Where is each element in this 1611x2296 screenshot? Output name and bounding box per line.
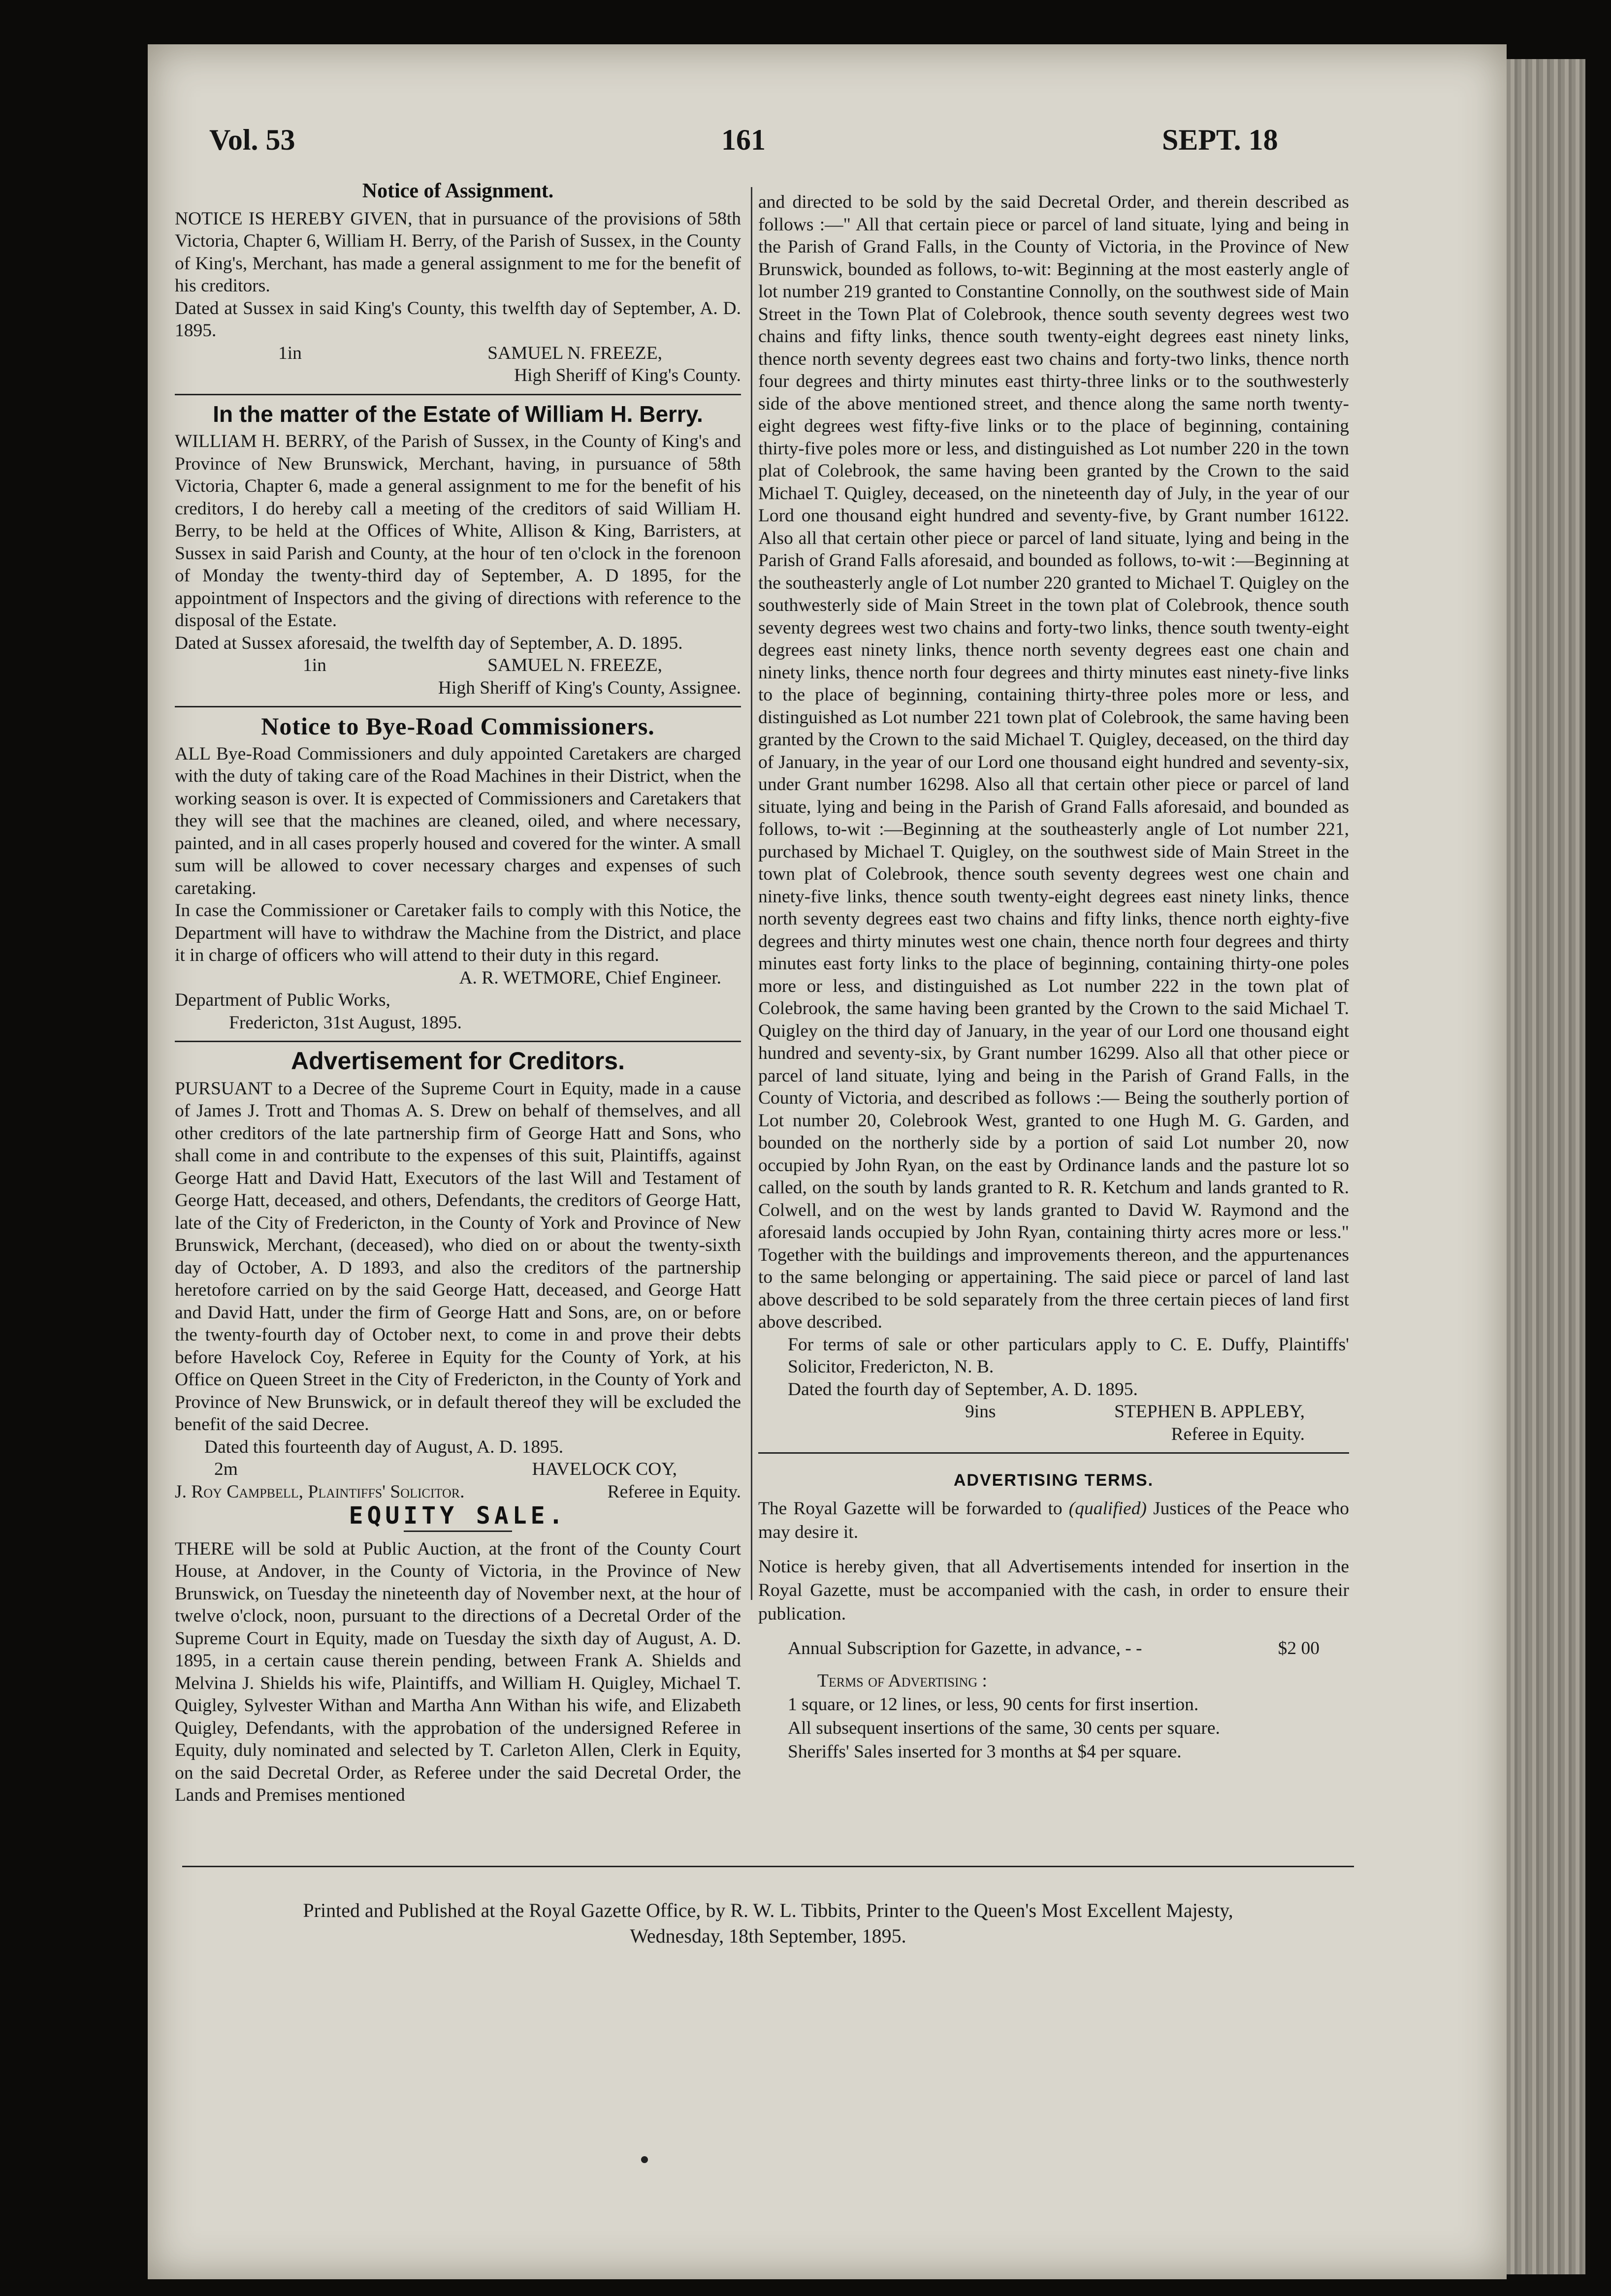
bye-road-department: Department of Public Works, <box>175 990 390 1010</box>
terms-heading: Terms of Advertising : <box>817 1671 987 1691</box>
terms-item: All subsequent insertions of the same, 30 cents per square. <box>788 1718 1220 1738</box>
bye-road-signer: A. R. WETMORE, Chief Engineer. <box>459 967 721 988</box>
terms-list <box>788 1669 1349 1764</box>
equity-sale <box>175 1502 741 1807</box>
section-rule <box>175 1041 741 1042</box>
signer-title: Referee in Equity. <box>1171 1424 1305 1444</box>
advertising-paragraph-2: Notice is hereby given, that all Advertisements intended for insertion in the Royal Gazette, must be accompanied with the cash, in order to ensure their publication. <box>758 1557 1349 1624</box>
plaintiffs-solicitor: J. Roy Campbell, Plaintiffs' Solicitor. <box>175 1481 465 1502</box>
issue-date: SEPT. 18 <box>1162 124 1278 156</box>
subscription-price: $2 00 <box>1278 1638 1320 1658</box>
subscription-label: Annual Subscription for Gazette, in advance, - - <box>788 1638 1142 1658</box>
terms-item: 1 square, or 12 lines, or less, 90 cents for first insertion. <box>788 1694 1199 1715</box>
notice-assignment-body: NOTICE IS HEREBY GIVEN, that in pursuance of the provisions of 58th Victoria, Chapter 6, William H. Berry, of the Parish of Sussex, in the County of King's, Merchant, has made a general assignment to me for the benefit of his creditors. <box>175 208 741 296</box>
estate-berry-title: In the matter of the Estate of William H. Berry. <box>213 401 703 427</box>
bye-road-notice <box>175 712 741 1034</box>
equity-sale-body-right: and directed to be sold by the said Decretal Order, and therein described as follows :—" All that certain piece or parcel of land situate, lying and being in the Parish of Grand Falls, in the County of Victoria, in the Province of New Brunswick, bounded as follows, to-wit: Beginning at the most easterly angle of lot number 219 granted to Constantine Connolly, on the southwest side of Main Street in the Town Plat of Colebrook, thence south seventy degrees west two chains and fifty links, thence south twenty-eight degrees east ninety links, thence north seventy degrees east two chains and forty-two links, thence north four degrees and thirty minutes east thirty-three links or to the southwesterly side of the above mentioned street, and thence along the same north twenty-eight degrees west fifty-five links or to the place of beginning, containing thirty-five poles more or less, and distinguished as Lot number 220 in the town plat of Colebrook, the same having been granted by the Crown to the said Michael T. Quigley, deceased, on the nineteenth day of July, in the year of our Lord one thousand eight hundred and seventy-five, by Grant number 16122. Also all that certain other piece or parcel of land situate, lying and being in the Parish of Grand Falls aforesaid, and bounded as follows, to-wit :—Beginning at the southeasterly angle of Lot number 220 granted to Michael T. Quigley on the southwesterly side of Main Street in the town plat of Colebrook, thence south seventy degrees west two chains and forty-two links, thence south twenty-eight degrees east ninety links, thence north seventy degrees east one chain and ninety links, thence north four degrees and thirty minutes east ninety-five links to the place of beginning, containing thirty-three poles more or less, and distinguished as Lot number 221 town plat of Colebrook, the same having been granted by the Crown to the said Michael T. Quigley, deceased, on the third day of January, in the year of our Lord one thousand eight hundred and seventy-six, under Grant number 16298. Also all that certain other piece or parcel of land situate, lying and being in the Parish of Grand Falls aforesaid, and bounded as follows, to-wit :—Beginning at the southeasterly angle of Lot number 221, purchased by Michael T. Quigley, on the southwest side of Main Street in the town plat of Colebrook, thence south seventy degrees west one chain and ninety-five links, thence south twenty-eight degrees east ninety links, thence north seventy degrees east two chains and fifty links, thence north eighty-five degrees and thirty minutes west one chain, thence north four degrees and thirty minutes east forty links to the place of beginning, containing thirty-one poles more or less, and distinguished as Lot number 222 in the town plat of Colebrook, the same having been granted by the Crown to the said Michael T. Quigley on the third day of January, in the year of our Lord one thousand eight hundred and seventy-six, by Grant number 16299. Also all that other piece or parcel of land situate, lying and being in the Parish of Grand Falls, in the County of Victoria, and described as follows :— Being the southerly portion of Lot number 20, Colebrook West, granted to one Hugh M. G. Garden, and bounded on the northerly side by a portion of said Lot number 20, now occupied by John Ryan, on the east by Ordinance lands and the pasture lot so called, on the south by lands granted to R. R. Ketchum and lands granted to R. Colwell, and on the west by lands granted to David W. Raymond and the aforesaid lands occupied by John Ryan, containing thirty acres more or less." Together with the buildings and improvements thereon, and the appurtenances to the same belonging or appertaining. The said piece or parcel of land last above described to be sold separately from the three certain pieces of land first above described. <box>758 192 1349 1332</box>
creditors-advertisement <box>175 1047 741 1503</box>
creditors-signature <box>175 1458 741 1481</box>
insertion-code: 1in <box>278 343 302 363</box>
signer-name: SAMUEL N. FREEZE, <box>487 655 662 675</box>
signer-title: High Sheriff of King's County, Assignee. <box>438 677 741 698</box>
advertising-terms <box>758 1468 1349 1764</box>
creditors-title: Advertisement for Creditors. <box>291 1047 625 1075</box>
equity-sale-terms: For terms of sale or other particulars apply to C. E. Duffy, Plaintiffs' Solicitor, Fredericton, N. B. <box>788 1334 1349 1377</box>
right-column <box>758 191 1349 1764</box>
notice-assignment-dated: Dated at Sussex in said King's County, this twelfth day of September, A. D. 1895. <box>175 298 741 341</box>
title-underline <box>404 1531 512 1532</box>
signer-title: Referee in Equity. <box>607 1481 741 1502</box>
bye-road-body-2: In case the Commissioner or Caretaker fails to comply with this Notice, the Department will have to withdraw the Machine from the District, and place it in charge of officers who will attend to their duty in this regard. <box>175 900 741 965</box>
creditors-body: PURSUANT to a Decree of the Supreme Court in Equity, made in a cause of James J. Trott and Thomas A. S. Drew on behalf of themselves, and all other creditors of the late partnership firm of George Hatt and Sons, who shall come in and contribute to the expenses of this suit, Plaintiffs, against George Hatt and David Hatt, Executors of the last Will and Testament of George Hatt, deceased, and others, Defendants, the creditors of George Hatt, late of the City of Fredericton, in the County of York and Province of New Brunswick, Merchant, (deceased), who died on or about the twenty-sixth day of October, A. D 1893, and also the creditors of the partnership heretofore carried on by the said George Hatt, deceased, and George Hatt and David Hatt, under the firm of George Hatt and Sons, are, on or before the twenty-fourth day of October next, to come in and prove their debts before Havelock Coy, Referee in Equity for the County of York, at his Office on Queen Street in the City of Fredericton, in the County of York and Province of New Brunswick, or in default thereof they will be excluded the benefit of the said Decree. <box>175 1078 741 1435</box>
estate-berry-signature <box>175 654 741 677</box>
bye-road-place-date: Fredericton, 31st August, 1895. <box>229 1012 462 1033</box>
notice-assignment-title: Notice of Assignment. <box>362 180 554 202</box>
qualified-note: (qualified) <box>1068 1499 1147 1519</box>
left-column <box>175 177 741 1807</box>
estate-berry-body: WILLIAM H. BERRY, of the Parish of Sussex, in the County of King's and Province of New Brunswick, Merchant, having, in pursuance of 58th Victoria, Chapter 6, made a general assignment to me for the benefit of his creditors, I do hereby call a meeting of the creditors of said William H. Berry, to be held at the Offices of White, Allison & King, Barristers, at Sussex in said Parish and County, at the hour of ten o'clock in the forenoon of Monday the twenty-third day of September, A. D 1895, for the appointment of Inspectors and the giving of directions with reference to the disposal of the Estate. <box>175 431 741 631</box>
section-rule <box>175 394 741 395</box>
creditors-dated: Dated this fourteenth day of August, A. D. 1895. <box>204 1436 564 1457</box>
section-rule <box>758 1452 1349 1454</box>
column-divider <box>751 187 752 1600</box>
footer-rule <box>182 1866 1354 1867</box>
advertising-terms-title: ADVERTISING TERMS. <box>953 1471 1154 1490</box>
terms-item: Sheriffs' Sales inserted for 3 months at $4 per square. <box>788 1742 1182 1762</box>
footer-line-1: Printed and Published at the Royal Gazette Office, by R. W. L. Tibbits, Printer to the Queen's Most Excellent Majesty, <box>303 1899 1233 1921</box>
signer-name: STEPHEN B. APPLEBY, <box>1114 1402 1305 1422</box>
signer-name: HAVELOCK COY, <box>532 1459 677 1479</box>
creditors-solicitor-line <box>175 1481 741 1503</box>
estate-berry-dated: Dated at Sussex aforesaid, the twelfth day of September, A. D. 1895. <box>175 633 683 653</box>
equity-sale-body-left: THERE will be sold at Public Auction, at the front of the County Court House, at Andover, in the County of Victoria, in the Province of New Brunswick, on Tuesday the nineteenth day of November next, at the hour of twelve o'clock, noon, pursuant to the directions of a Decretal Order of the Supreme Court in Equity, made on Tuesday the sixth day of August, A. D. 1895, in a certain cause therein pending, between Frank A. Shields and Melvina J. Shields his wife, Plaintiffs, and William H. Quigley, Michael T. Quigley, Sylvester Withan and Martha Ann Withan his wife, and Elizabeth Quigley, Defendants, with the approbation of the undersigned Referee in Equity, duly nominated and selected by T. Carleton Allen, Clerk in Equity, on the said Decretal Order, as Referee under the said Decretal Order, the Lands and Premises mentioned <box>175 1538 741 1805</box>
insertion-code: 2m <box>214 1459 238 1479</box>
insertion-code: 9ins <box>965 1402 996 1422</box>
signer-name: SAMUEL N. FREEZE, <box>487 343 662 363</box>
equity-sale-title: EQUITY SALE. <box>349 1502 567 1530</box>
notice-assignment-signature <box>175 342 741 365</box>
publisher-footer <box>182 1898 1354 1949</box>
page-number: 161 <box>721 124 766 156</box>
insertion-code: 1in <box>303 655 326 675</box>
ink-dot <box>641 2156 648 2163</box>
bye-road-body-1: ALL Bye-Road Commissioners and duly appointed Caretakers are charged with the duty of taking care of the Road Machines in their District, when the working season is over. It is expected of Commissioners and Caretakers that they will see that the machines are cleaned, oiled, and where necessary, painted, and in all cases properly housed and covered for the winter. A small sum will be allowed to cover necessary charges and expenses of such caretaking. <box>175 743 741 898</box>
equity-sale-dated: Dated the fourth day of September, A. D. 1895. <box>788 1379 1138 1400</box>
section-rule <box>175 706 741 707</box>
equity-sale-signature <box>758 1401 1349 1423</box>
page-stack-edge <box>1507 59 1585 2274</box>
subscription-line <box>758 1637 1349 1660</box>
volume-label: Vol. 53 <box>209 124 295 156</box>
equity-sale-continued <box>758 191 1349 1445</box>
estate-berry-notice <box>175 403 741 700</box>
bye-road-title: Notice to Bye-Road Commissioners. <box>261 712 655 740</box>
signer-title: High Sheriff of King's County. <box>514 365 741 385</box>
advertising-paragraph-1: The Royal Gazette will be forwarded to (qualified) Justices of the Peace who may desire it. <box>758 1499 1349 1542</box>
notice-of-assignment <box>175 180 741 387</box>
footer-line-2: Wednesday, 18th September, 1895. <box>630 1925 906 1947</box>
